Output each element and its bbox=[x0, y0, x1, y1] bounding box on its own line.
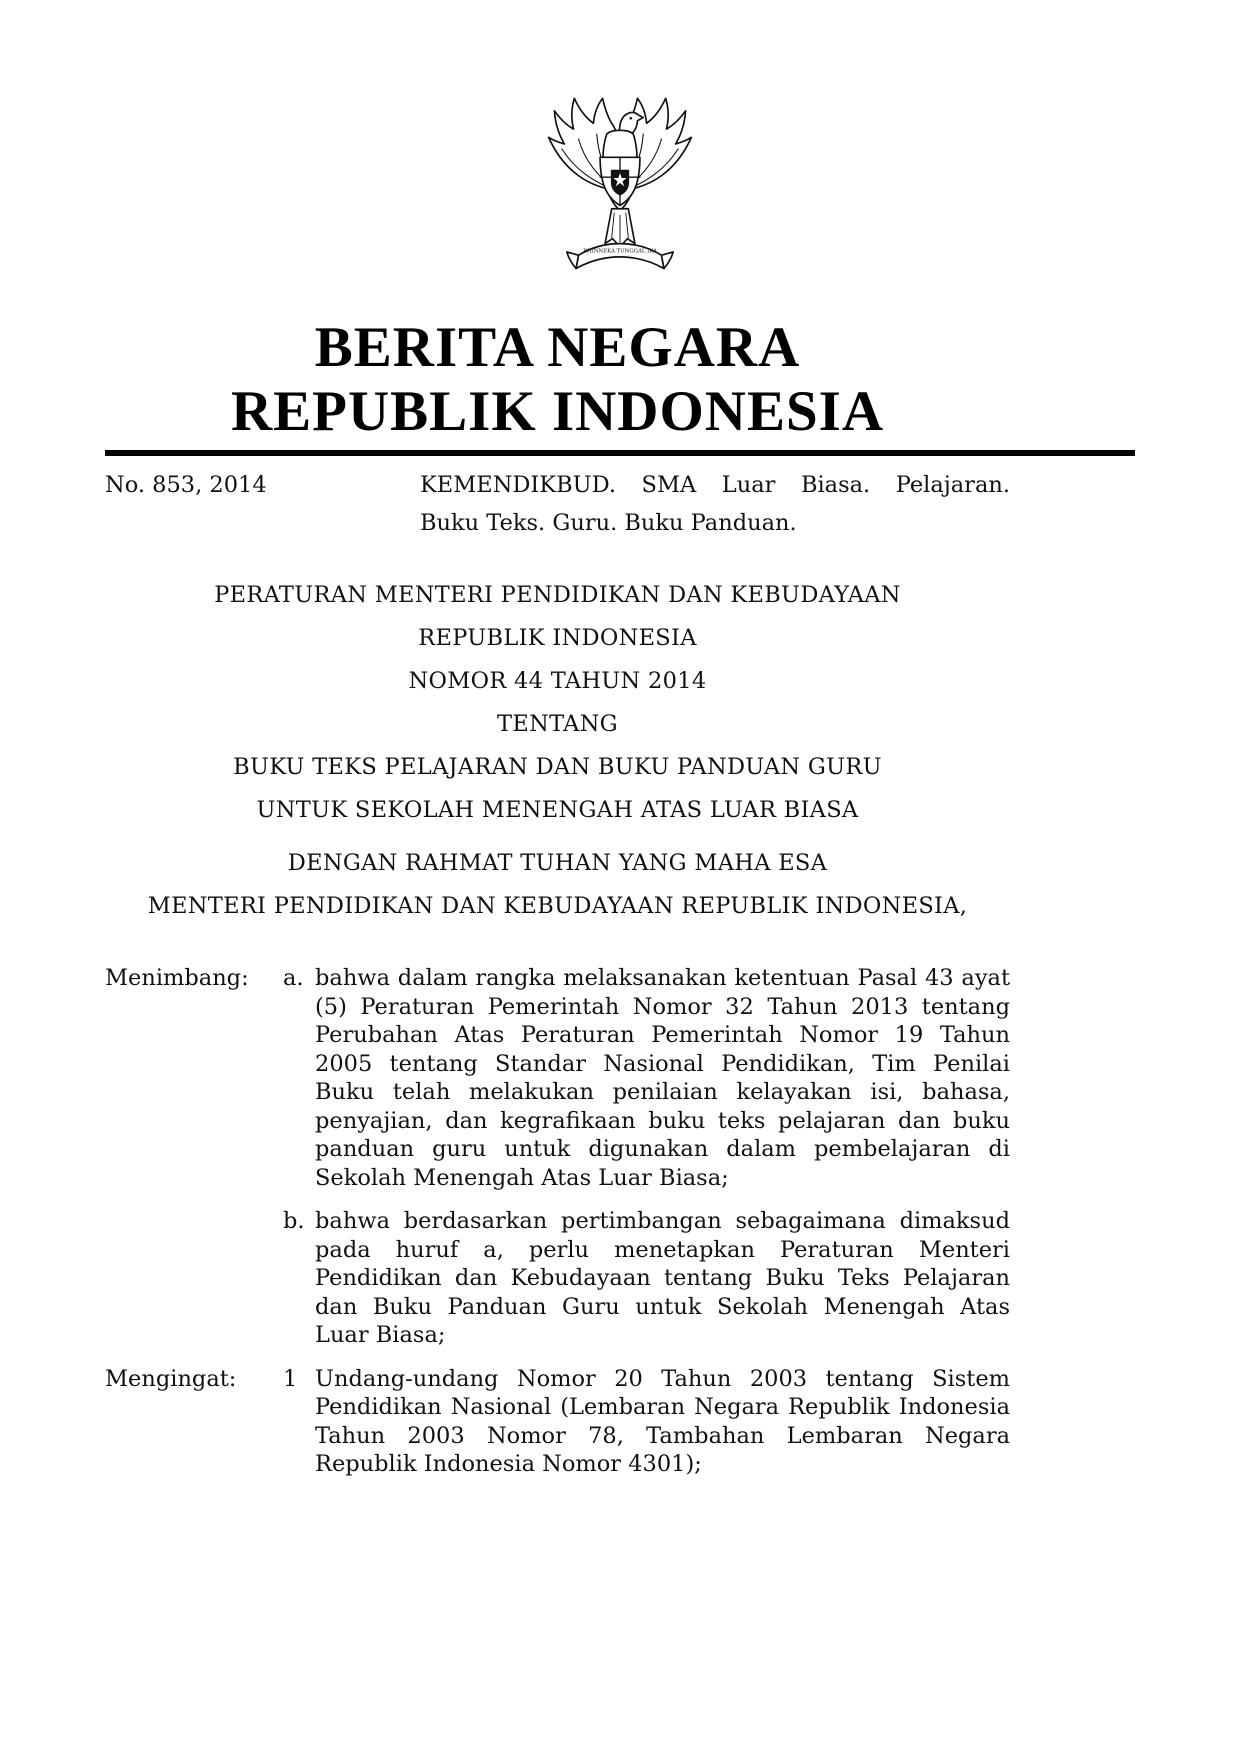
list-item bbox=[283, 1207, 1010, 1350]
mengingat-items bbox=[283, 1365, 1010, 1479]
item-marker: a. bbox=[283, 965, 304, 991]
garuda-pancasila-emblem bbox=[0, 0, 1240, 292]
mengingat-section bbox=[105, 1365, 1010, 1479]
item-text: bahwa dalam rangka melaksanakan ketentuan Pasal 43 ayat (5) Peraturan Pemerintah Nomor 32 Tahun 2013 tentang Perubahan Atas Peraturan Pemerintah Nomor 19 Tahun 2005 tentang Standar Nasional Pendidikan, Tim Penilai Buku telah melakukan penilaian kelayakan isi, bahasa, penyajian, dan kegrafikaan buku teks pelajaran dan buku panduan guru untuk digunakan dalam pembelajaran di Sekolah Menengah Atas Luar Biasa; bbox=[315, 965, 1010, 1191]
subject-keywords bbox=[420, 466, 1010, 542]
authority-line: MENTERI PENDIDIKAN DAN KEBUDAYAAN REPUBLIK INDONESIA, bbox=[147, 893, 968, 919]
subject-line-2: Buku Teks. Guru. Buku Panduan. bbox=[420, 510, 797, 536]
item-marker: b. bbox=[283, 1208, 305, 1234]
heading-line-6: UNTUK SEKOLAH MENENGAH ATAS LUAR BIASA bbox=[256, 797, 859, 823]
item-text: bahwa berdasarkan pertimbangan sebagaimana dimaksud pada huruf a, perlu menetapkan Peraturan Menteri Pendidikan dan Kebudayaan tentang Buku Teks Pelajaran dan Buku Panduan Guru untuk Sekolah Menengah Atas Luar Biasa; bbox=[315, 1208, 1010, 1348]
masthead-line-2: REPUBLIK INDONESIA bbox=[230, 380, 885, 443]
regulation-heading bbox=[105, 574, 1010, 832]
list-item bbox=[283, 964, 1010, 1192]
heading-line-3: NOMOR 44 TAHUN 2014 bbox=[408, 668, 707, 694]
heading-line-2: REPUBLIK INDONESIA bbox=[418, 625, 697, 651]
issue-number: No. 853, 2014 bbox=[105, 472, 267, 498]
masthead-line-1: BERITA NEGARA bbox=[314, 316, 801, 379]
clause-label-mengingat: Mengingat: bbox=[105, 1365, 237, 1392]
menimbang-section bbox=[105, 964, 1010, 1350]
invocation-line: DENGAN RAHMAT TUHAN YANG MAHA ESA bbox=[287, 850, 828, 876]
item-text: Undang-undang Nomor 20 Tahun 2003 tentang Sistem Pendidikan Nasional (Lembaran Negara Republik Indonesia Tahun 2003 Nomor 78, Tambahan Lembaran Negara Republik Indonesia Nomor 4301); bbox=[315, 1365, 1010, 1477]
garuda-pancasila-icon bbox=[537, 84, 703, 292]
emblem-motto-text: BHINNEKA TUNGGAL IKA bbox=[583, 248, 657, 255]
masthead-divider-rule bbox=[105, 450, 1135, 456]
issue-header bbox=[105, 466, 1010, 542]
subject-line-1: KEMENDIKBUD. SMA Luar Biasa. Pelajaran. bbox=[420, 472, 1010, 498]
heading-line-4: TENTANG bbox=[497, 711, 618, 737]
list-item bbox=[283, 1365, 1010, 1479]
menimbang-items bbox=[283, 964, 1010, 1350]
gazette-masthead bbox=[105, 316, 1010, 444]
clauses bbox=[105, 964, 1010, 1479]
heading-line-5: BUKU TEKS PELAJARAN DAN BUKU PANDUAN GURU bbox=[233, 754, 882, 780]
clause-label-menimbang: Menimbang: bbox=[105, 965, 249, 991]
heading-line-1: PERATURAN MENTERI PENDIDIKAN DAN KEBUDAYAAN bbox=[214, 582, 901, 608]
item-marker: 1 bbox=[283, 1365, 298, 1392]
